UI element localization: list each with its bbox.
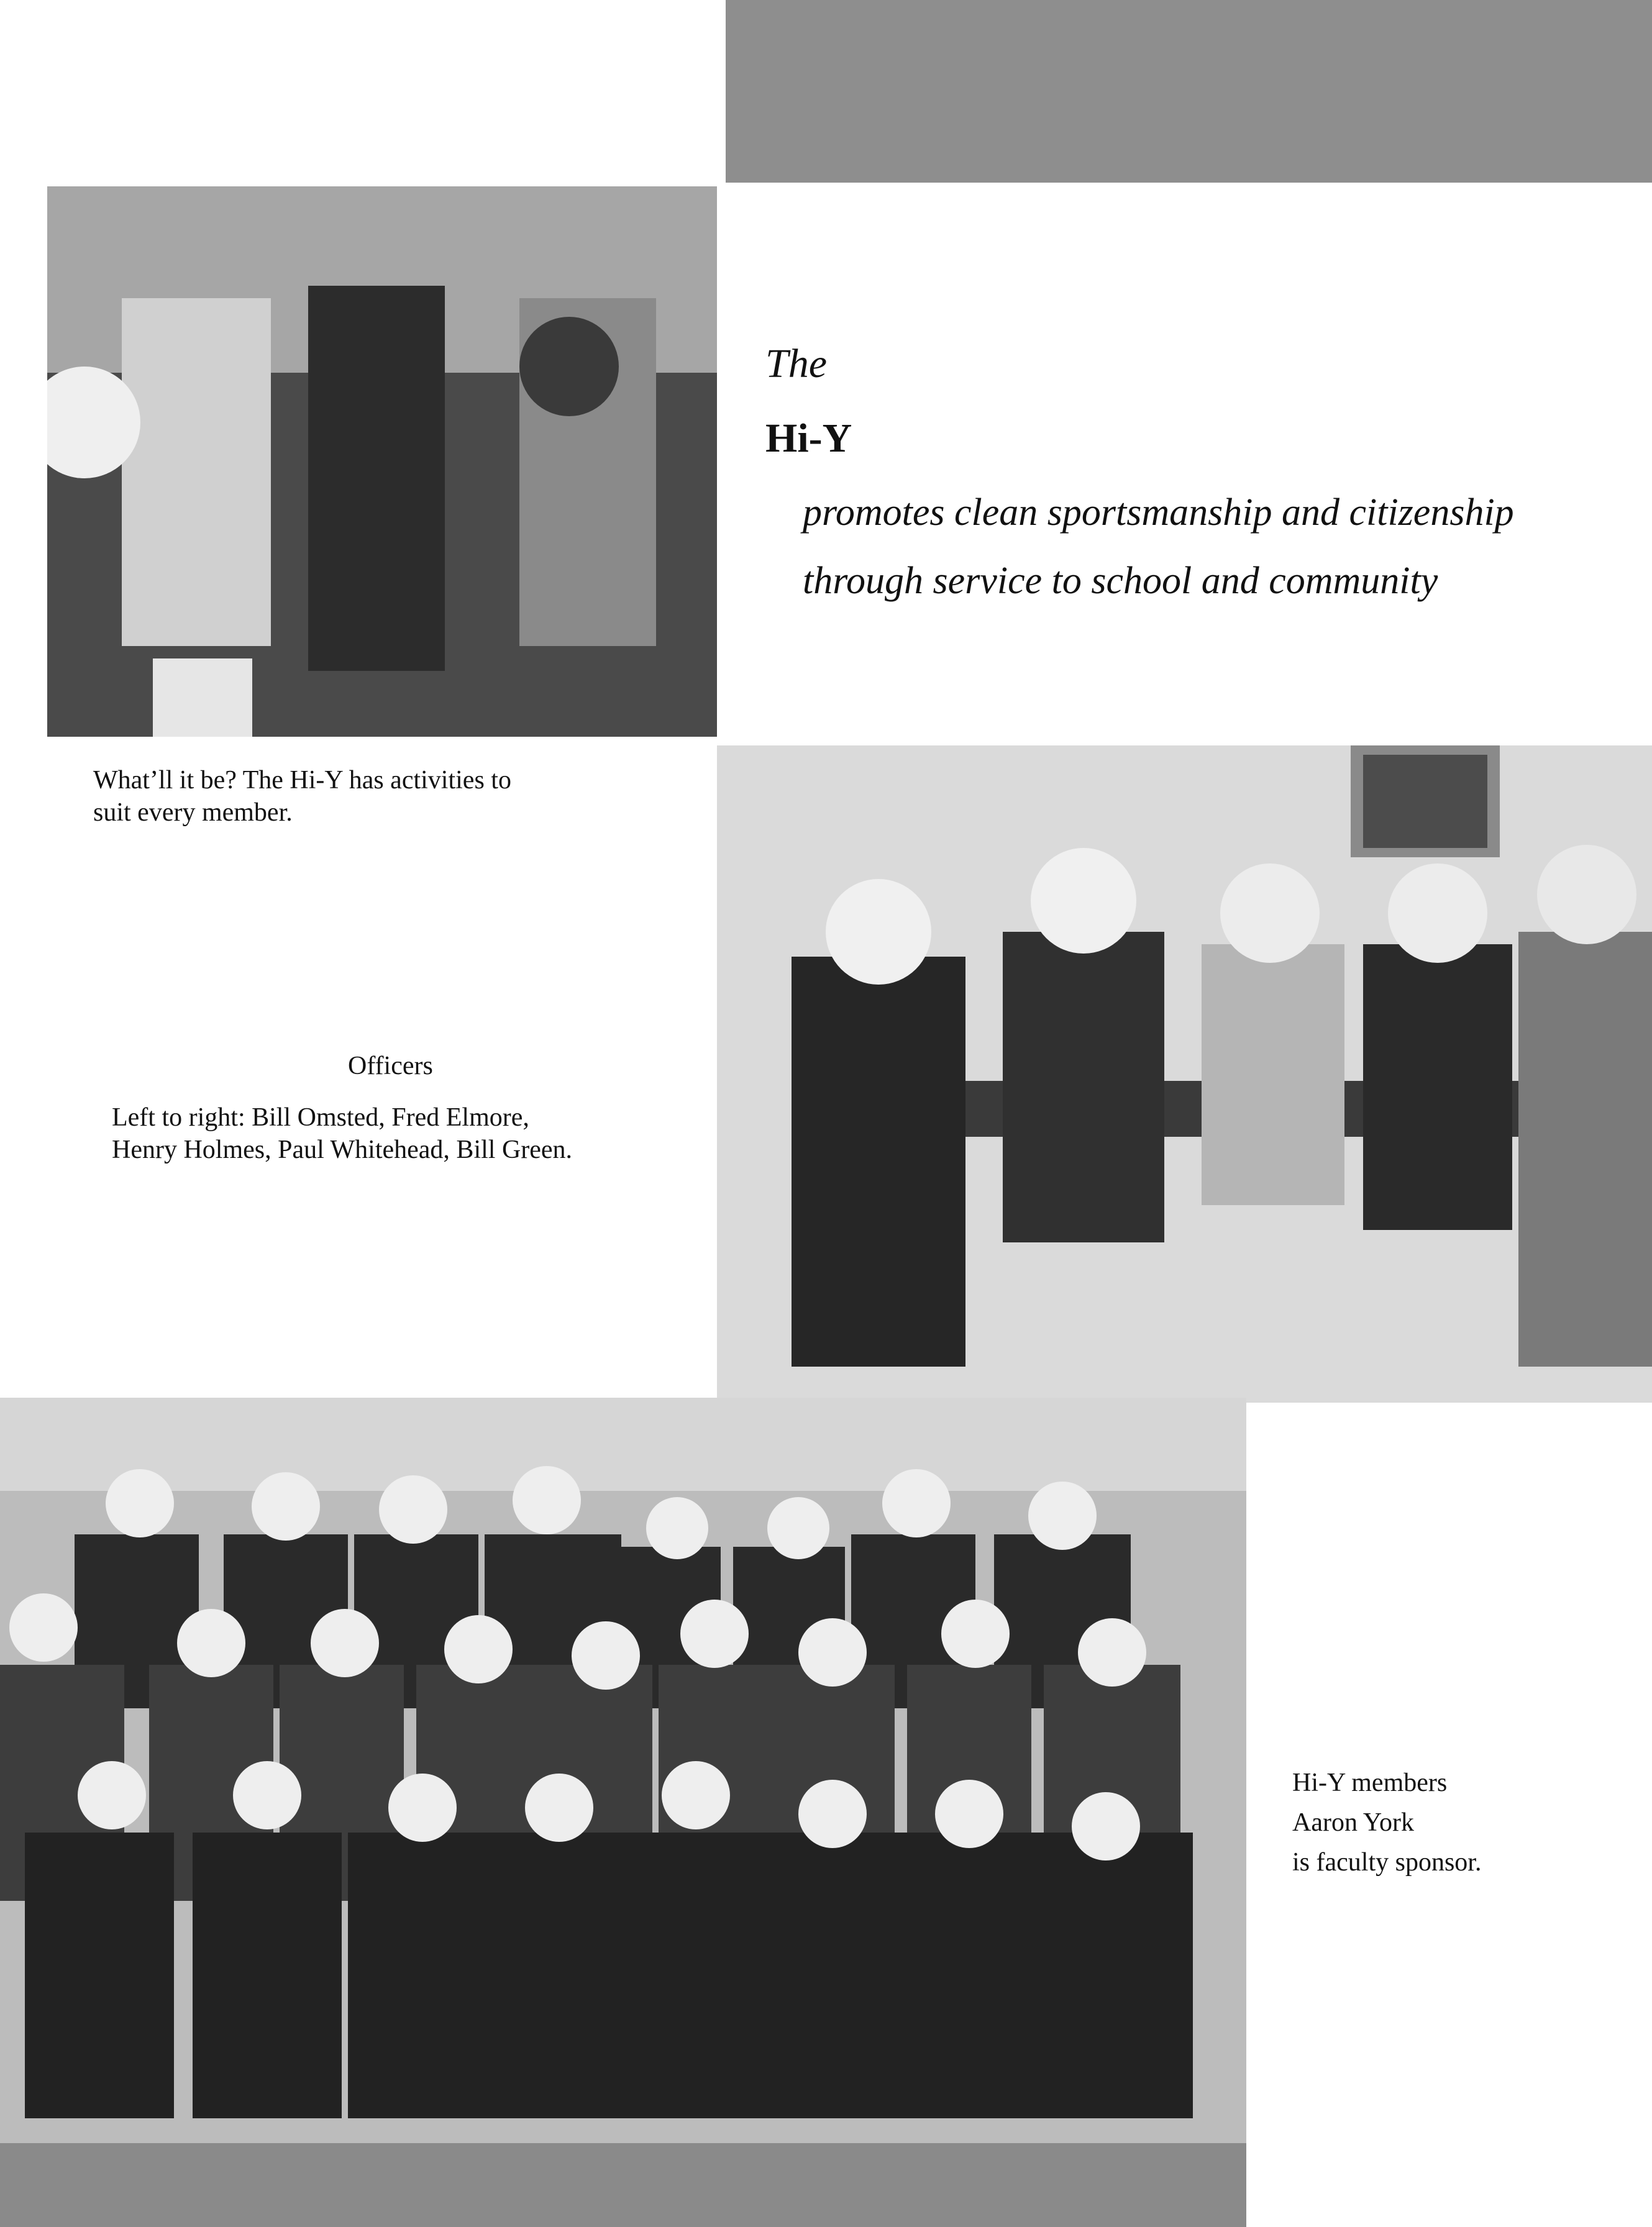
tagline: [803, 478, 1514, 615]
decorative-gray-block: [726, 0, 1652, 183]
tagline-line-1: promotes clean sportsmanship and citizenship: [803, 491, 1514, 534]
activities-caption-line-1: What’ll it be? The Hi-Y has activities to: [93, 766, 511, 795]
members-caption-line-1: Hi-Y members: [1292, 1769, 1448, 1797]
members-caption: [1292, 1763, 1481, 1882]
officers-caption: [112, 1101, 572, 1166]
activities-photo: [47, 186, 717, 737]
officers-caption-heading: Officers: [348, 1052, 433, 1080]
activities-caption-line-2: suit every member.: [93, 798, 293, 827]
members-group-photo: [0, 1398, 1246, 2227]
title-hi-y: Hi-Y: [765, 416, 852, 461]
officers-caption-line-1: Left to right: Bill Omsted, Fred Elmore,: [112, 1103, 529, 1132]
officers-caption-line-2: Henry Holmes, Paul Whitehead, Bill Green.: [112, 1136, 573, 1164]
title-the: The: [765, 341, 827, 386]
members-caption-line-2: Aaron York: [1292, 1808, 1415, 1837]
members-caption-line-3: is faculty sponsor.: [1292, 1848, 1482, 1877]
tagline-line-2: through service to school and community: [803, 560, 1438, 602]
officers-photo: [717, 745, 1652, 1403]
activities-caption: [93, 764, 652, 829]
